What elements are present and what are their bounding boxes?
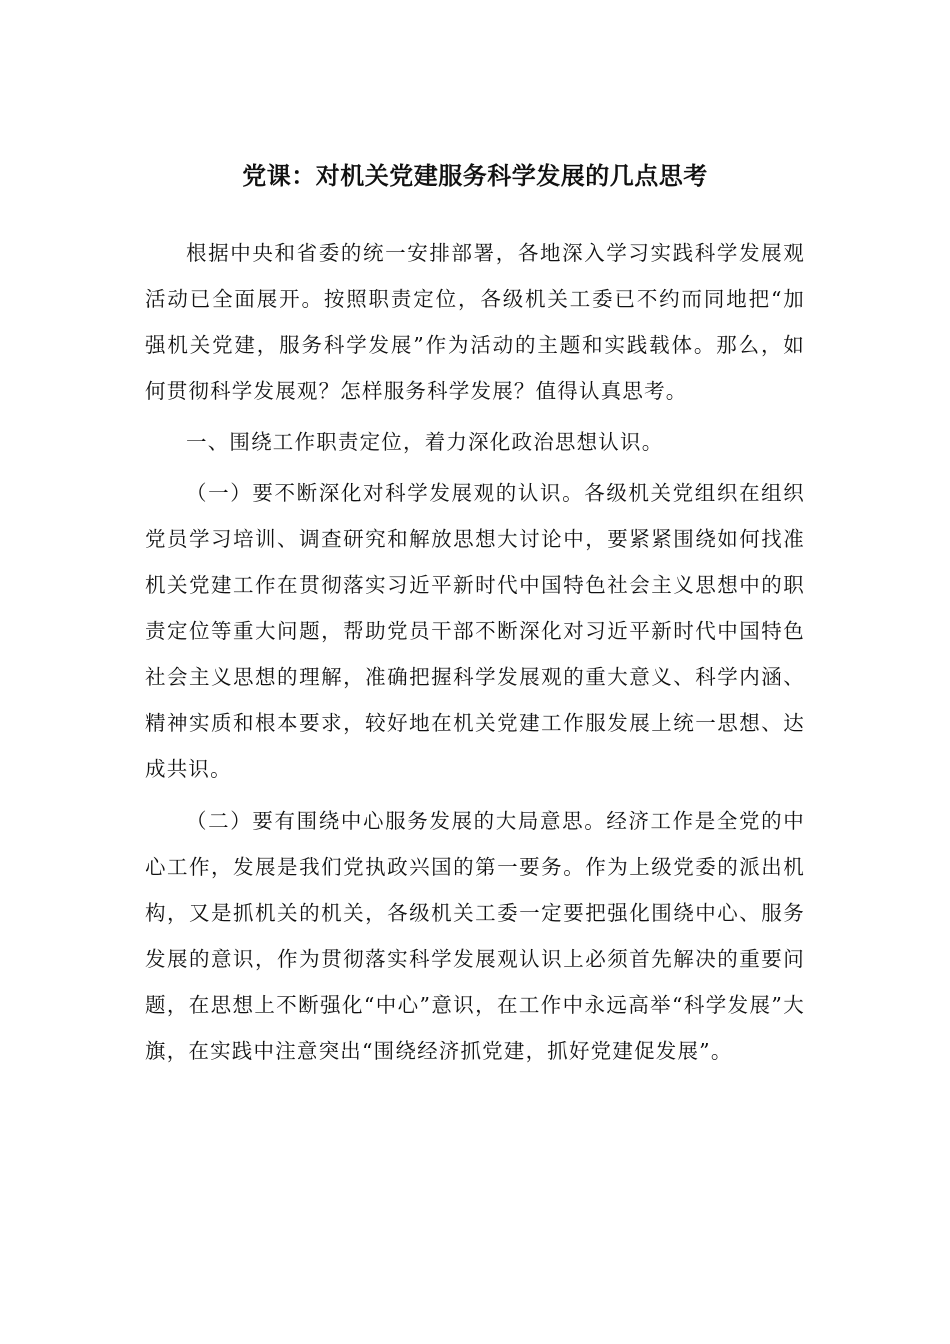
document-body	[145, 230, 805, 1074]
subsection-paragraph-2: （二）要有围绕中心服务发展的大局意思。经济工作是全党的中心工作，发展是我们党执政兴国的第一要务。作为上级党委的派出机构，又是抓机关的机关，各级机关工委一定要把强化围绕中心、服务发展的意识，作为贯彻落实科学发展观认识上必须首先解决的重要问题，在思想上不断强化“中心”意识，在工作中永远高举“科学发展”大旗，在实践中注意突出“围绕经济抓党建，抓好党建促发展”。	[145, 809, 805, 1063]
document-title: 党课：对机关党建服务科学发展的几点思考	[242, 162, 708, 190]
subsection-paragraph-1: （一）要不断深化对科学发展观的认识。各级机关党组织在组织党员学习培训、调查研究和解放思想大讨论中，要紧紧围绕如何找准机关党建工作在贯彻落实习近平新时代中国特色社会主义思想中的职责定位等重大问题，帮助党员干部不断深化对习近平新时代中国特色社会主义思想的理解，准确把握科学发展观的重大意义、科学内涵、精神实质和根本要求，较好地在机关党建工作服发展上统一思想、达成共识。	[145, 481, 805, 781]
section-heading-1: 一、围绕工作职责定位，着力深化政治思想认识。	[186, 430, 664, 454]
intro-paragraph: 根据中央和省委的统一安排部署，各地深入学习实践科学发展观活动已全面展开。按照职责定位，各级机关工委已不约而同地把“加强机关党建，服务科学发展”作为活动的主题和实践载体。那么，如何贯彻科学发展观？怎样服务科学发展？值得认真思考。	[145, 241, 805, 403]
